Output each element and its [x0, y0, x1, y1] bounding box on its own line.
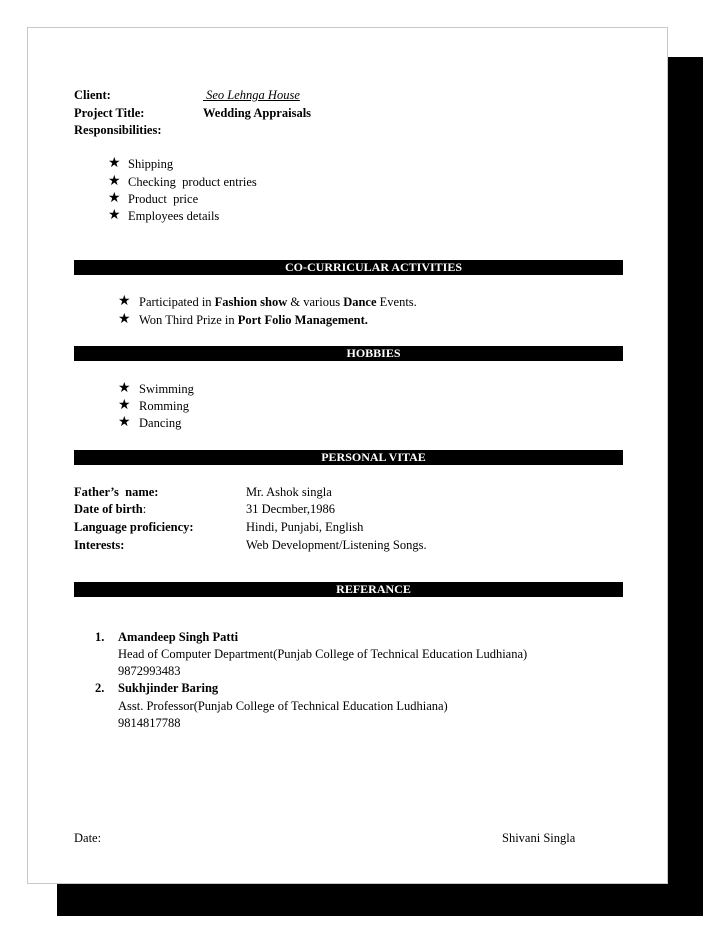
- cocurricular-item: Participated in Fashion show & various Dance Events.: [139, 295, 417, 309]
- reference-position: Head of Computer Department(Punjab College of Technical Education Ludhiana): [118, 647, 528, 661]
- responsibility-item: Employees details: [128, 209, 220, 223]
- project-title-label: Project Title:: [74, 106, 145, 120]
- responsibilities-label: Responsibilities:: [74, 123, 162, 137]
- interests-label: Interests:: [74, 538, 125, 552]
- client-value: Seo Lehnga House: [206, 88, 300, 102]
- personal-vitae-heading: PERSONAL VITAE: [74, 450, 623, 465]
- hobby-item: Dancing: [139, 416, 182, 430]
- reference-position: Asst. Professor(Punjab College of Technical Education Ludhiana): [118, 699, 448, 713]
- reference-phone: 9814817788: [118, 716, 181, 730]
- language-value: Hindi, Punjabi, English: [246, 520, 364, 534]
- star-icon: ★: [118, 398, 131, 413]
- star-icon: ★: [108, 156, 121, 171]
- responsibility-item: Checking product entries: [128, 175, 257, 189]
- hobby-item: Swimming: [139, 382, 194, 396]
- star-icon: ★: [108, 174, 121, 189]
- star-icon: ★: [108, 208, 121, 223]
- star-icon: ★: [118, 294, 131, 309]
- reference-name: Amandeep Singh Patti: [118, 630, 239, 644]
- dob-value: 31 Decmber,1986: [246, 502, 336, 516]
- star-icon: ★: [118, 415, 131, 430]
- interests-value: Web Development/Listening Songs.: [246, 538, 427, 552]
- cocurricular-heading: CO-CURRICULAR ACTIVITIES: [74, 260, 623, 275]
- reference-phone: 9872993483: [118, 664, 181, 678]
- star-icon: ★: [118, 312, 131, 327]
- responsibility-item: Product price: [128, 192, 199, 206]
- reference-number: 1.: [95, 630, 105, 644]
- star-icon: ★: [118, 381, 131, 396]
- reference-heading: REFERANCE: [74, 582, 623, 597]
- star-icon: ★: [108, 191, 121, 206]
- project-title-value: Wedding Appraisals: [203, 106, 312, 120]
- dob-label: Date of birth:: [74, 502, 147, 516]
- client-label: Client:: [74, 88, 111, 102]
- cocurricular-item: Won Third Prize in Port Folio Management.: [139, 313, 368, 327]
- hobbies-heading: HOBBIES: [74, 346, 623, 361]
- language-label: Language proficiency:: [74, 520, 194, 534]
- fathers-name-label: Father’s name:: [74, 485, 159, 499]
- hobby-item: Romming: [139, 399, 190, 413]
- fathers-name-value: Mr. Ashok singla: [246, 485, 332, 499]
- signature-name: Shivani Singla: [502, 831, 576, 845]
- reference-number: 2.: [95, 681, 105, 695]
- date-label: Date:: [74, 831, 102, 845]
- reference-name: Sukhjinder Baring: [118, 681, 219, 695]
- responsibility-item: Shipping: [128, 157, 174, 171]
